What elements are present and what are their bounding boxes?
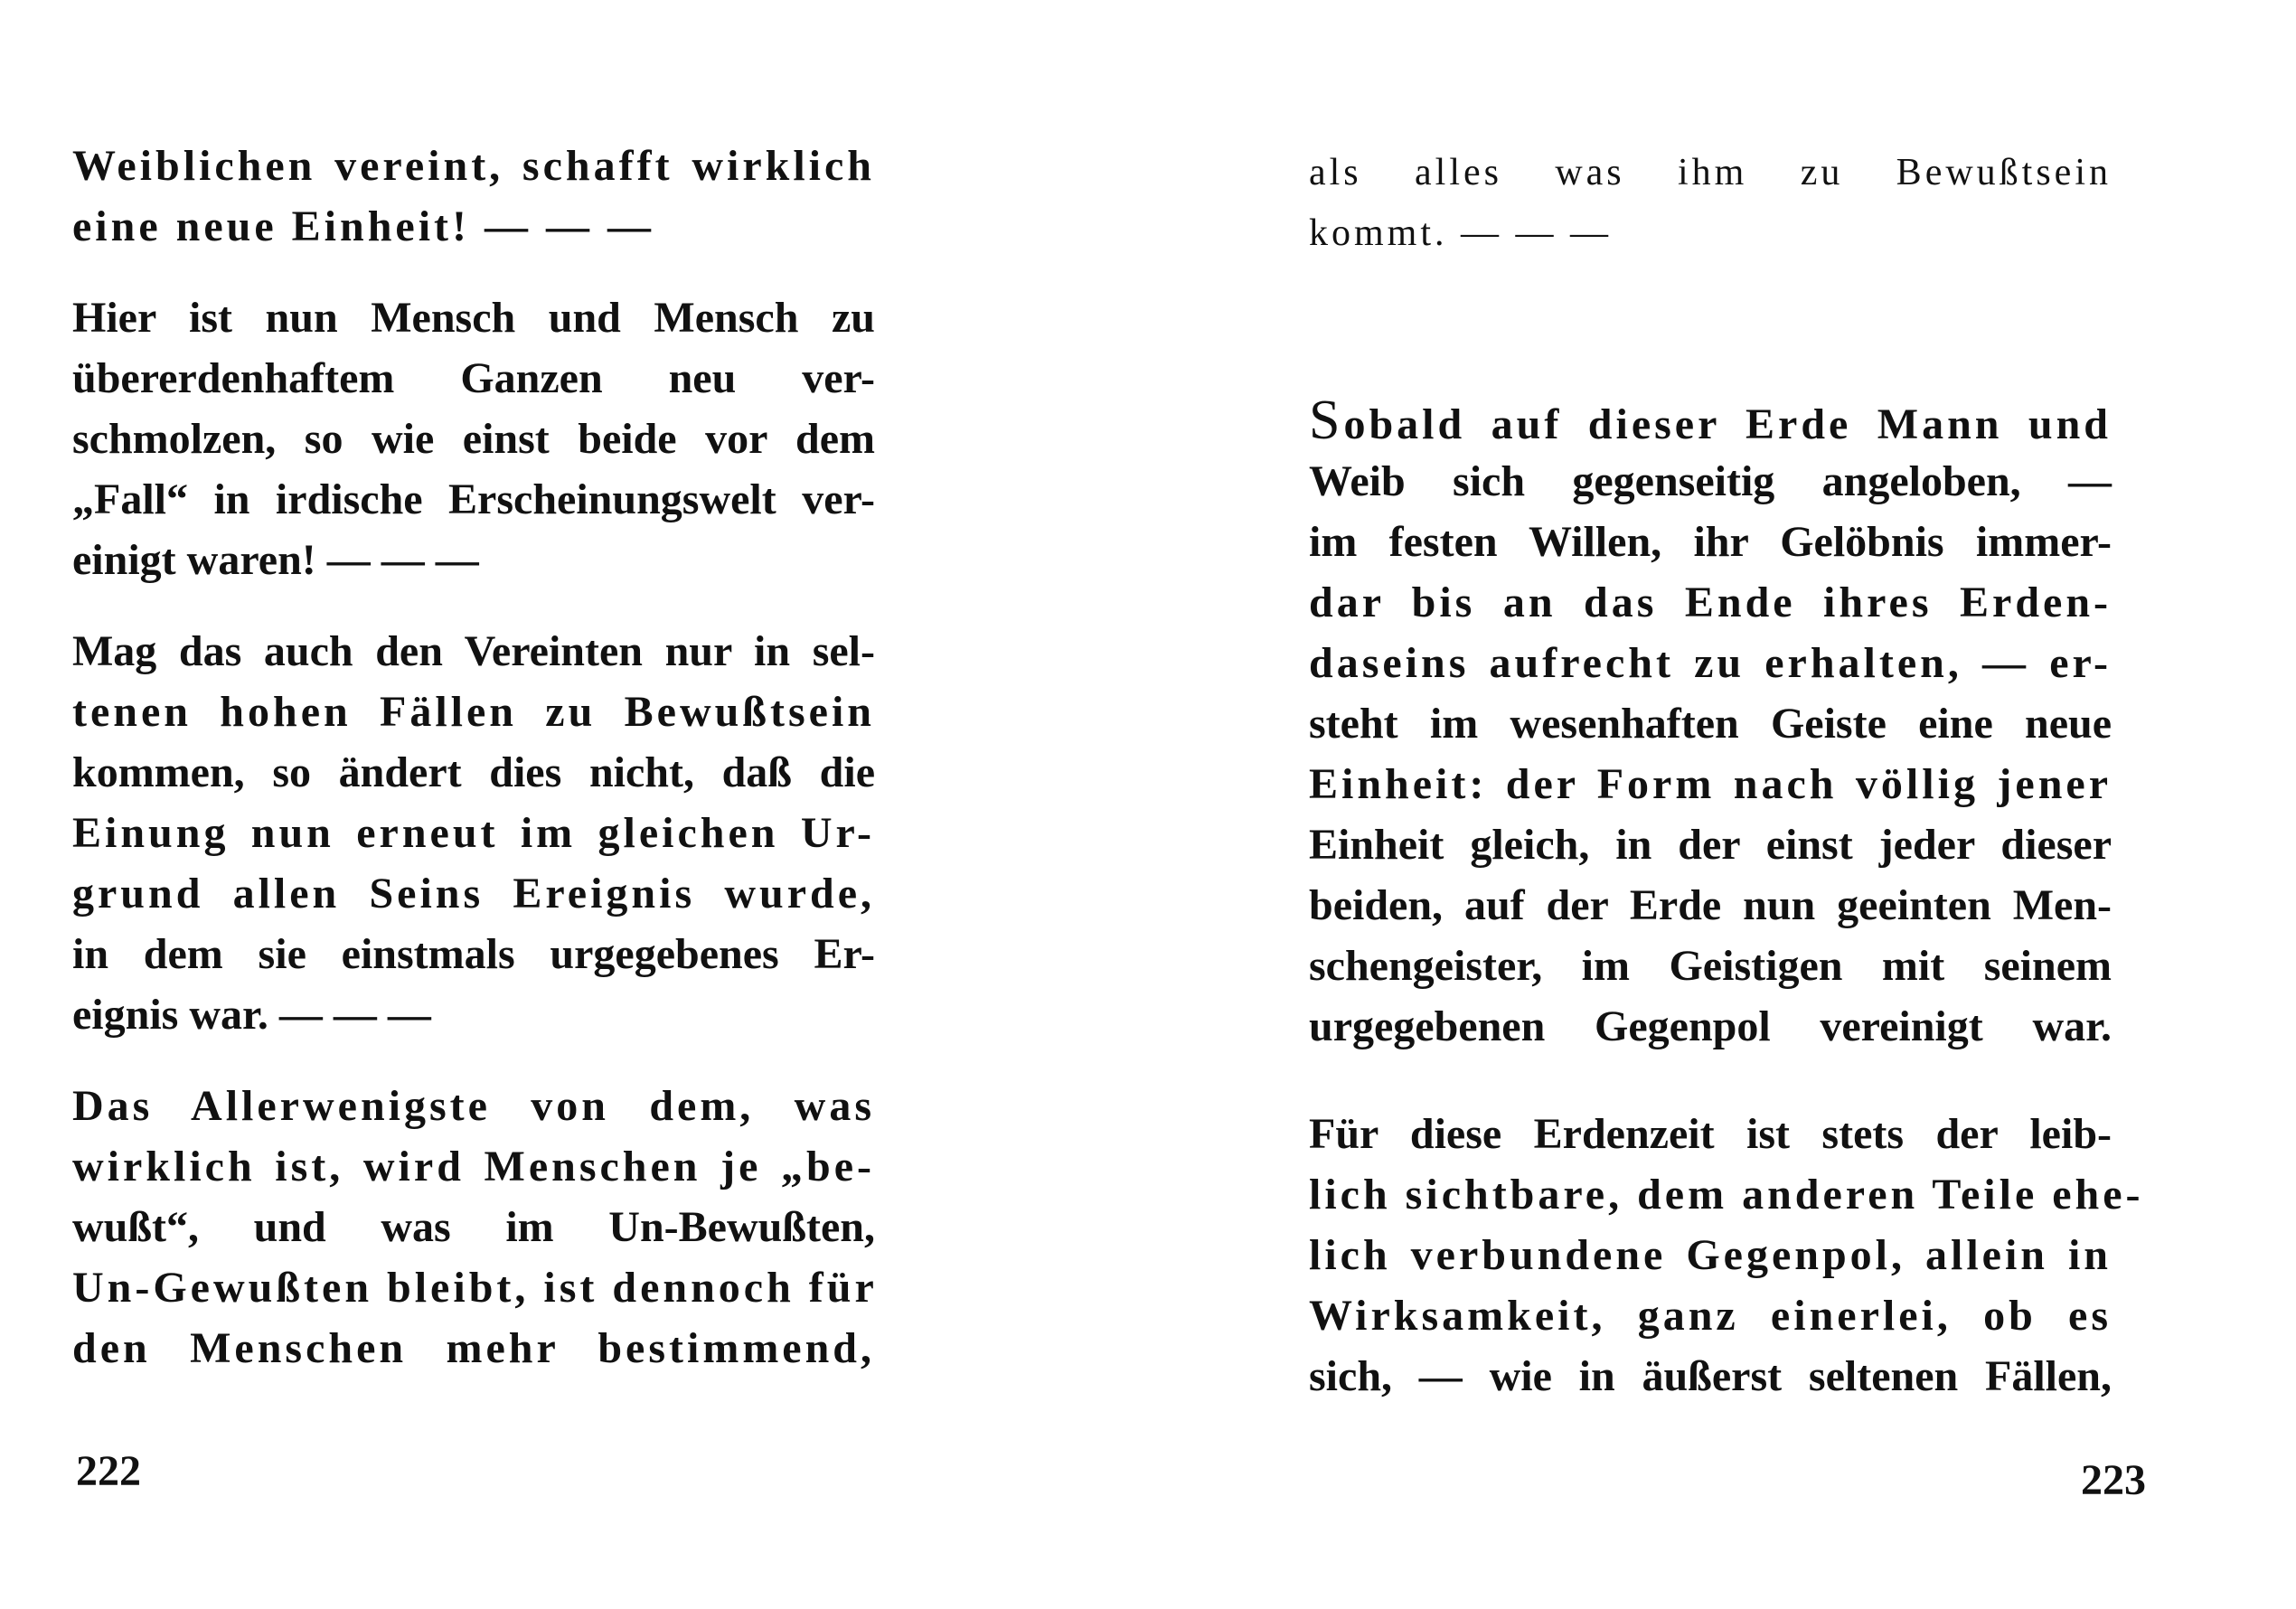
drop-cap: S: [1309, 390, 1344, 451]
text-line: Für diese Erdenzeit ist stets der leib-: [1309, 1110, 2112, 1158]
text-line: Mag das auch den Vereinten nur in sel-: [72, 627, 875, 675]
text-line: daseins aufrecht zu erhalten, — er-: [1309, 639, 2112, 687]
text-line: kommen, so ändert dies nicht, daß die: [72, 748, 875, 796]
paragraph: [72, 287, 875, 590]
text-line: grund allen Seins Ereignis wurde,: [72, 870, 875, 917]
text-line: Hier ist nun Mensch und Mensch zu: [72, 294, 875, 342]
text-line: Un-Gewußten bleibt, ist dennoch für: [72, 1264, 878, 1312]
page-number: 223: [2081, 1456, 2146, 1504]
text-line: sich, — wie in äußerst seltenen Fällen,: [1309, 1352, 2112, 1400]
text-line: Einheit: der Form nach völlig jener: [1309, 760, 2112, 808]
text-line: schmolzen, so wie einst beide vor dem: [72, 415, 875, 463]
text-line: Einheit gleich, in der einst jeder dieser: [1309, 821, 2112, 869]
text-line: lich verbundene Gegenpol, allein in: [1309, 1231, 2112, 1279]
text-line: „Fall“ in irdische Erscheinungswelt ver-: [72, 475, 875, 523]
right-page: [1148, 0, 2296, 1609]
text-line: eine neue Einheit! — — —: [72, 202, 654, 250]
text-line: Einung nun erneut im gleichen Ur-: [72, 809, 875, 857]
text-line: urgegebenen Gegenpol vereinigt war.: [1309, 1002, 2112, 1050]
text-line: lich sichtbare, dem anderen Teile ehe-: [1309, 1171, 2144, 1219]
paragraph: [72, 136, 875, 257]
page-number: 222: [76, 1447, 141, 1495]
text-line: Weiblichen vereint, schafft wirklich: [72, 142, 875, 190]
paragraph: [1309, 390, 2112, 1057]
text-line: im festen Willen, ihr Gelöbnis immer-: [1309, 518, 2112, 566]
text-line: eignis war. — — —: [72, 991, 431, 1039]
text-line: dar bis an das Ende ihres Erden-: [1309, 579, 2112, 626]
first-line-text: obald auf dieser Erde Mann und: [1343, 400, 2112, 448]
text-line: kommt. — — —: [1309, 212, 1613, 254]
paragraph: [72, 1076, 878, 1378]
text-line: beiden, auf der Erde nun geeinten Men-: [1309, 881, 2112, 929]
text-line: tenen hohen Fällen zu Bewußtsein: [72, 688, 875, 736]
text-line: wußt“, und was im Un-Bewußten,: [72, 1203, 875, 1251]
paragraph: [1309, 1104, 2144, 1407]
right-page-text: [1309, 143, 2144, 1407]
text-line: in dem sie einstmals urgegebenes Er-: [72, 930, 875, 978]
text-line: Weib sich gegenseitig angeloben, —: [1309, 457, 2112, 505]
text-line: einigt waren! — — —: [72, 536, 479, 584]
text-line: übererdenhaftem Ganzen neu ver-: [72, 354, 875, 402]
text-line: steht im wesenhaften Geiste eine neue: [1309, 700, 2112, 748]
text-line: wirklich ist, wird Menschen je „be-: [72, 1143, 875, 1190]
text-line: [1309, 390, 2112, 451]
text-line: als alles was ihm zu Bewußtsein: [1309, 152, 2112, 193]
left-page-text: [72, 136, 878, 1378]
paragraph: [1309, 143, 2112, 264]
paragraph: [72, 621, 875, 1045]
text-line: Wirksamkeit, ganz einerlei, ob es: [1309, 1292, 2112, 1340]
text-line: den Menschen mehr bestimmend,: [72, 1324, 875, 1372]
text-line: schengeister, im Geistigen mit seinem: [1309, 942, 2112, 990]
text-line: Das Allerwenigste von dem, was: [72, 1082, 875, 1130]
